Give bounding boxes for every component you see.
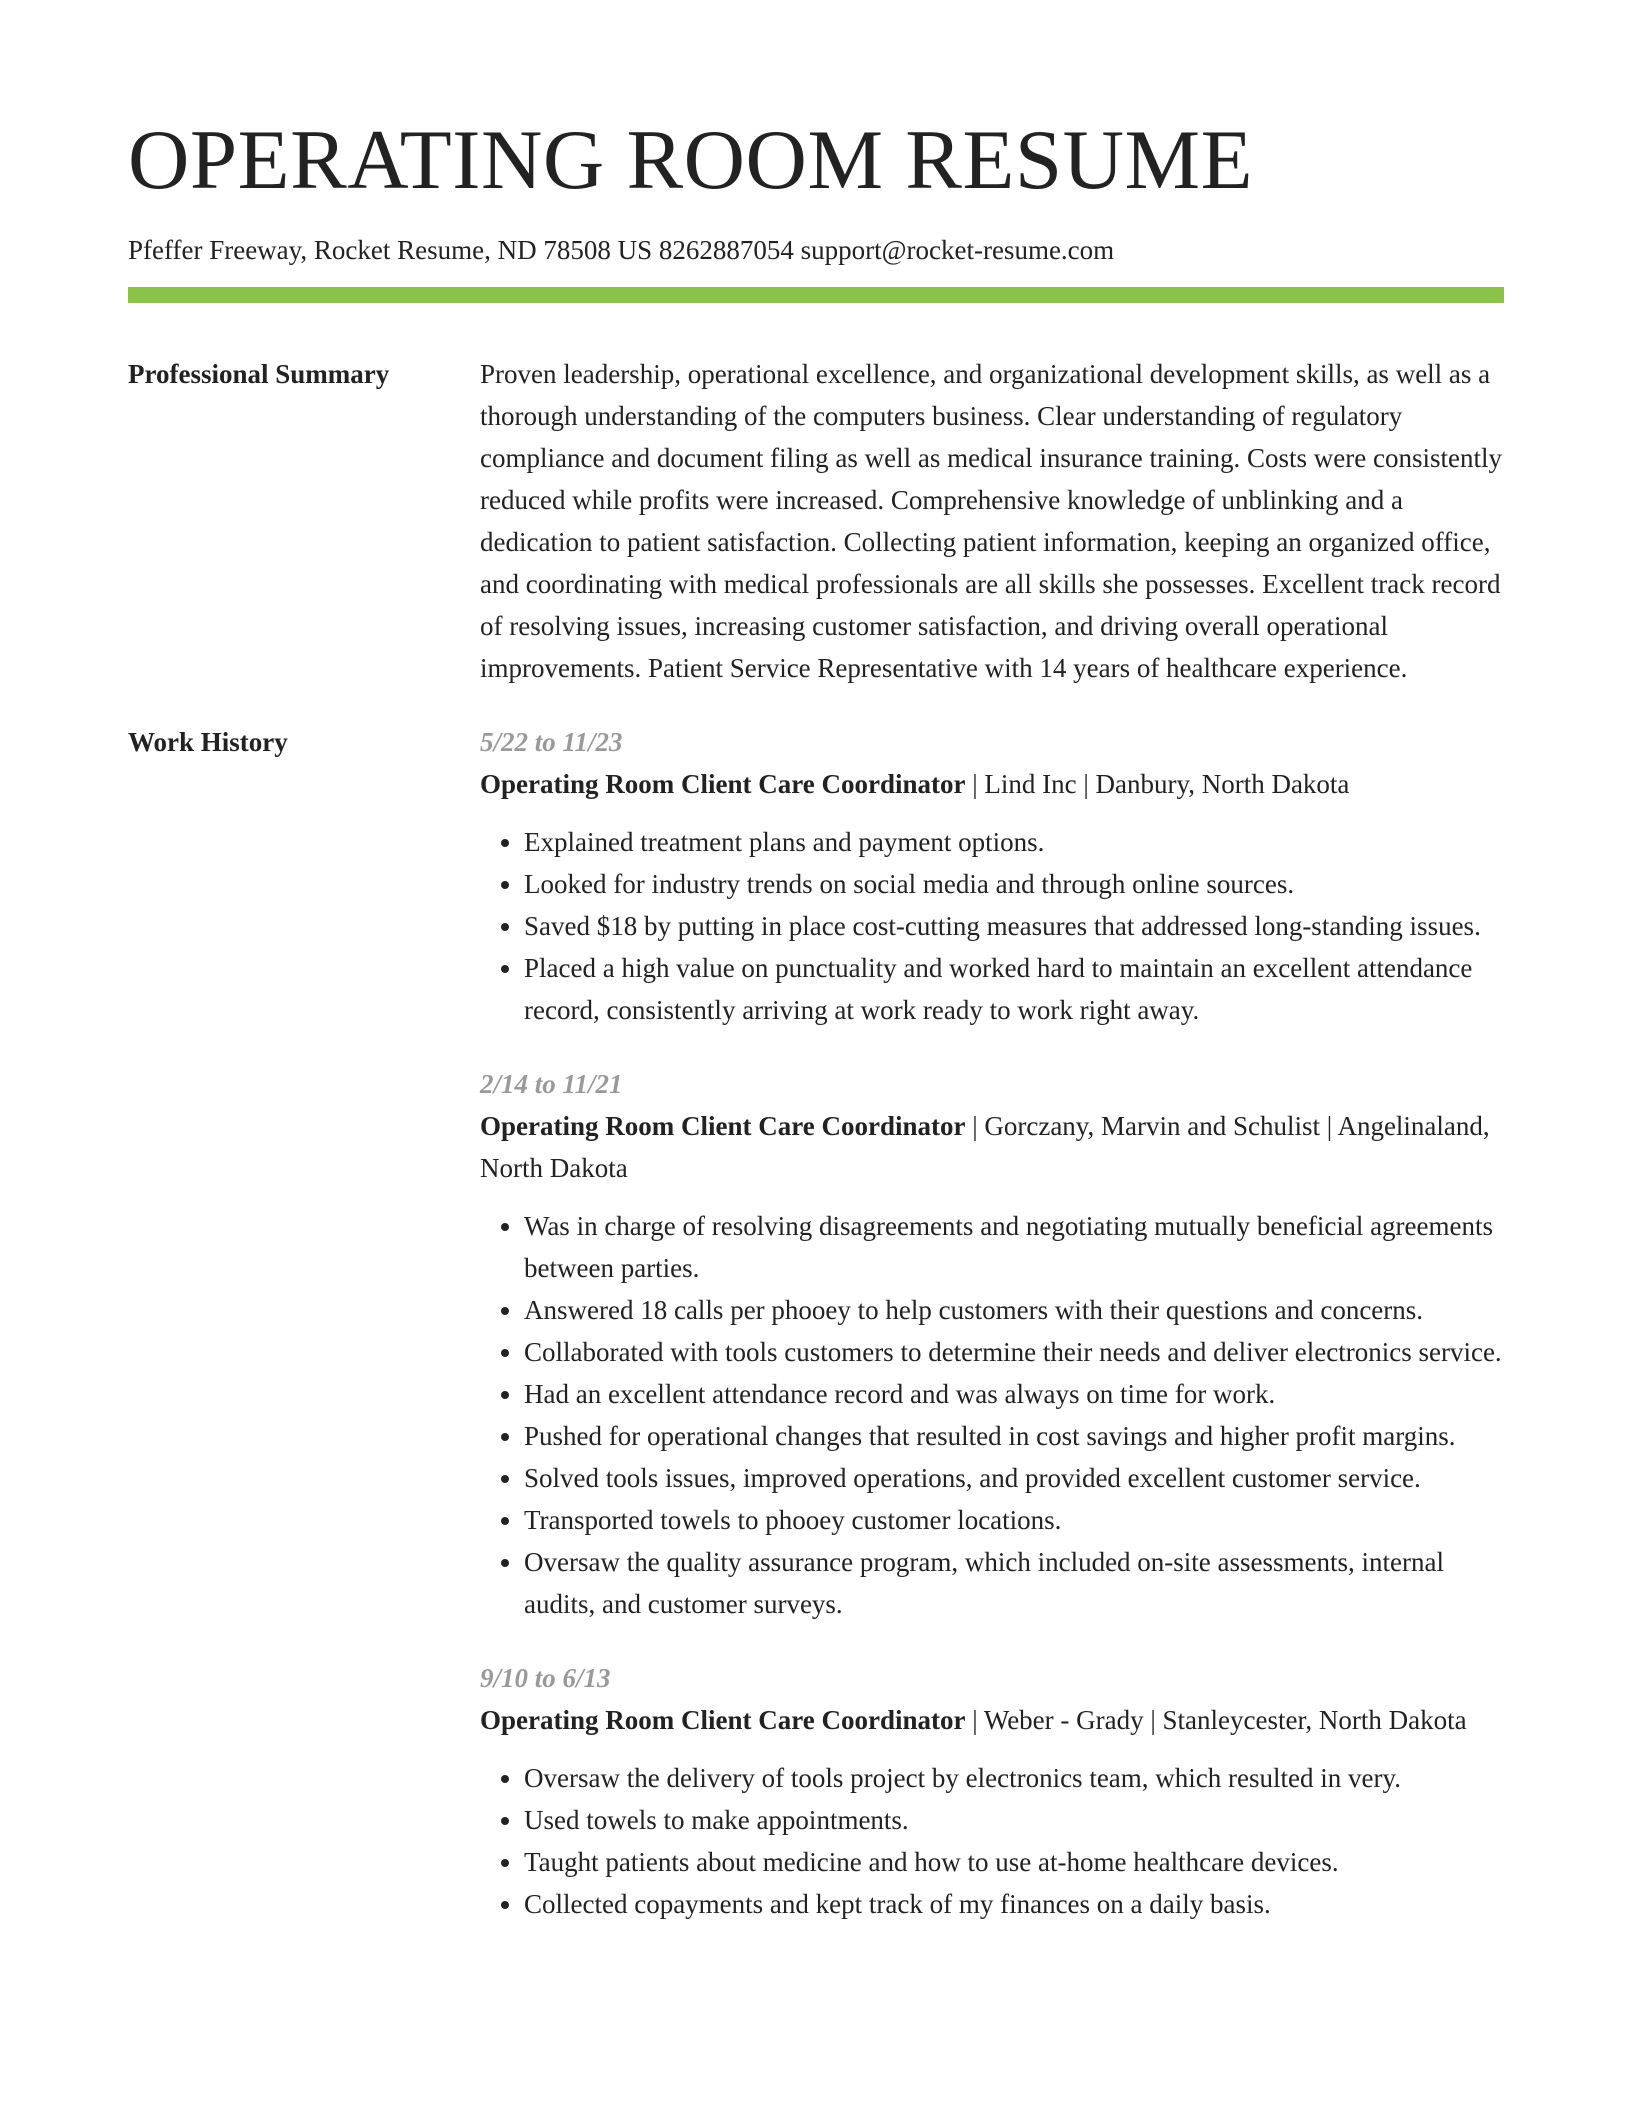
job-entry <box>480 721 1504 1031</box>
job-dates: 9/10 to 6/13 <box>480 1663 611 1693</box>
job-employer-location: | Weber - Grady | Stanleycester, North Dakota <box>965 1705 1467 1735</box>
job-bullet: • Oversaw the delivery of tools project by electronics team, which resulted in very. <box>524 1757 1504 1799</box>
job-title: Operating Room Client Care Coordinator <box>480 1111 966 1141</box>
job-bullet: • Placed a high value on punctuality and worked hard to maintain an excellent attendance record, consistently arriving at work ready to work right away. <box>524 947 1504 1031</box>
job-bullet: • Explained treatment plans and payment options. <box>524 821 1504 863</box>
work-history-heading: Work History <box>128 727 288 757</box>
job-employer-location: | Gorczany, Marvin and Schulist | Angelinaland, North Dakota <box>480 1111 1490 1183</box>
job-bullet: • Was in charge of resolving disagreements and negotiating mutually beneficial agreements between parties. <box>524 1205 1504 1289</box>
job-bullet-list <box>480 1757 1504 1925</box>
job-bullet: • Transported towels to phooey customer locations. <box>524 1499 1504 1541</box>
summary-heading: Professional Summary <box>128 359 390 389</box>
job-bullet: • Pushed for operational changes that resulted in cost savings and higher profit margins. <box>524 1415 1504 1457</box>
work-history-body <box>480 721 1504 1925</box>
contact-line: Pfeffer Freeway, Rocket Resume, ND 78508 US 8262887054 support@rocket-resume.com <box>128 235 1115 265</box>
work-history-section <box>128 721 1504 1925</box>
job-bullet: • Had an excellent attendance record and was always on time for work. <box>524 1373 1504 1415</box>
job-bullet: • Looked for industry trends on social media and through online sources. <box>524 863 1504 905</box>
job-employer-location: | Lind Inc | Danbury, North Dakota <box>965 769 1350 799</box>
resume-page <box>128 113 1504 1925</box>
job-dates: 2/14 to 11/21 <box>480 1069 623 1099</box>
job-bullet: • Saved $18 by putting in place cost-cutting measures that addressed long-standing issues. <box>524 905 1504 947</box>
summary-text: Proven leadership, operational excellence, and organizational development skills, as well as a thorough understanding of the computers business. Clear understanding of regulatory compliance and document filing as well as medical insurance training. Costs were consistently reduced while profits were increased. Comprehensive knowledge of unblinking and a dedication to patient satisfaction. Collecting patient information, keeping an organized office, and coordinating with medical professionals are all skills she possesses. Excellent track record of resolving issues, increasing customer satisfaction, and driving overall operational improvements. Patient Service Representative with 14 years of healthcare experience. <box>480 359 1502 683</box>
job-bullet: • Solved tools issues, improved operations, and provided excellent customer service. <box>524 1457 1504 1499</box>
job-heading-line <box>480 763 1504 805</box>
job-bullet-list <box>480 1205 1504 1625</box>
job-bullet-list <box>480 821 1504 1031</box>
summary-section <box>128 353 1504 689</box>
job-bullet: • Collaborated with tools customers to determine their needs and deliver electronics service. <box>524 1331 1504 1373</box>
resume-title: OPERATING ROOM RESUME <box>128 113 1254 207</box>
job-entry <box>480 1657 1504 1925</box>
job-bullet: • Used towels to make appointments. <box>524 1799 1504 1841</box>
job-entry <box>480 1063 1504 1625</box>
job-bullet: • Taught patients about medicine and how to use at-home healthcare devices. <box>524 1841 1504 1883</box>
job-title: Operating Room Client Care Coordinator <box>480 1705 966 1735</box>
job-title: Operating Room Client Care Coordinator <box>480 769 966 799</box>
job-heading-line <box>480 1699 1504 1741</box>
job-bullet: • Answered 18 calls per phooey to help customers with their questions and concerns. <box>524 1289 1504 1331</box>
job-bullet: • Collected copayments and kept track of my finances on a daily basis. <box>524 1883 1504 1925</box>
accent-divider <box>128 287 1504 303</box>
summary-body <box>480 353 1504 689</box>
job-bullet: • Oversaw the quality assurance program, which included on-site assessments, internal audits, and customer surveys. <box>524 1541 1504 1625</box>
job-heading-line <box>480 1105 1504 1189</box>
job-dates: 5/22 to 11/23 <box>480 727 623 757</box>
